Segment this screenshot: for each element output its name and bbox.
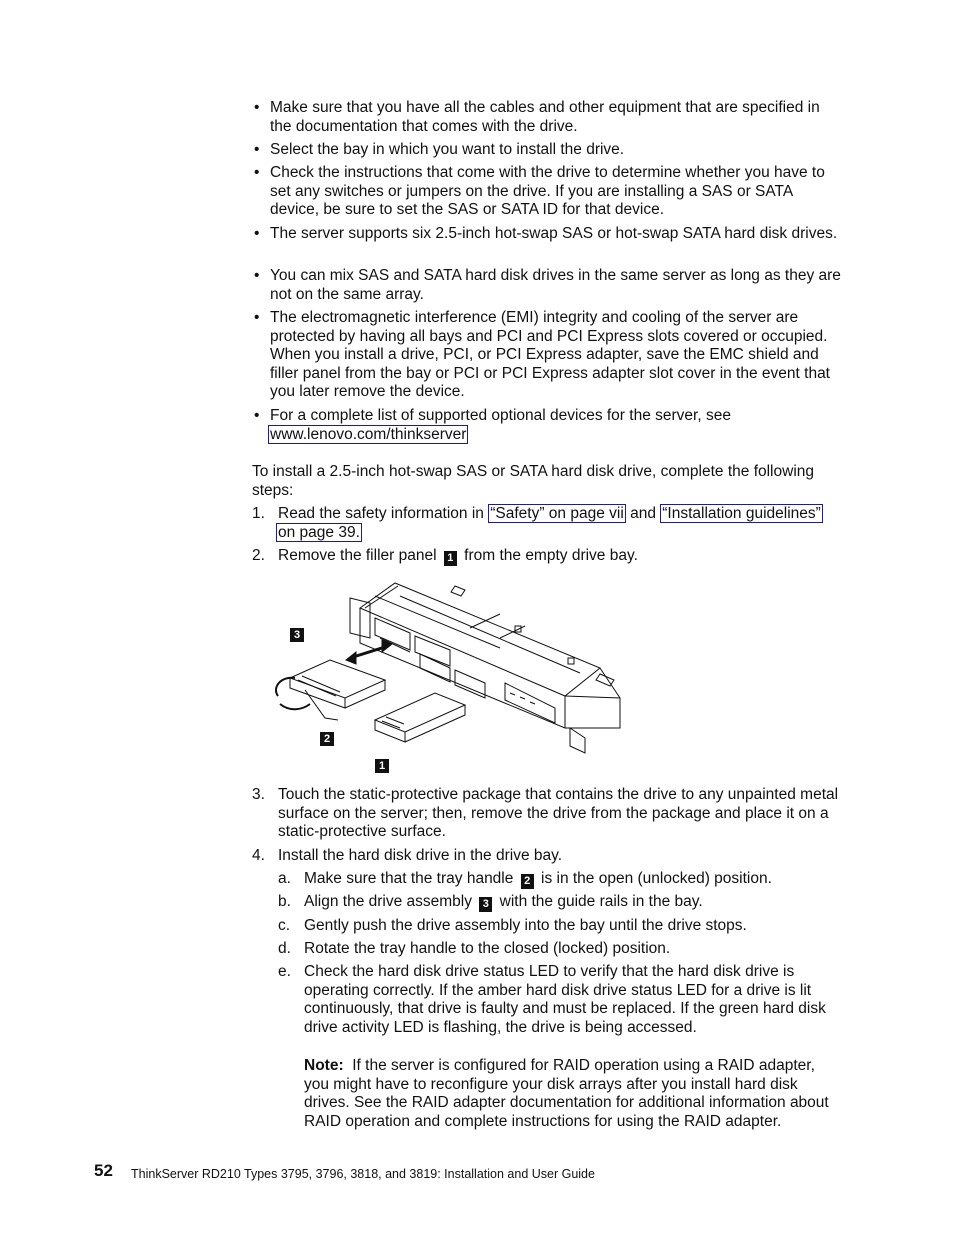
substep-letter: d. (278, 940, 291, 957)
substep-text: is in the open (unlocked) position. (541, 870, 772, 887)
bullet-symbol: • (254, 99, 260, 116)
step-text: and (625, 505, 661, 522)
callout-3: 3 (479, 897, 492, 912)
drive-installation-figure (270, 578, 640, 778)
bullet-text: The server supports six 2.5-inch hot-swap SAS or hot-swap SATA hard disk drives. (270, 225, 838, 242)
footer-title: ThinkServer RD210 Types 3795, 3796, 3818, and 3819: Installation and User Guide (131, 1167, 595, 1181)
intro-paragraph: To install a 2.5-inch hot-swap SAS or SATA hard disk drive, complete the following steps: (252, 463, 815, 499)
substep-d (278, 940, 843, 959)
safety-link[interactable]: “Safety” on page vii (490, 505, 624, 522)
step-number: 4. (252, 847, 265, 864)
installation-guidelines-link-cont[interactable]: on page 39. (278, 523, 360, 541)
bullet-symbol: • (254, 309, 260, 326)
bullet-symbol: • (254, 407, 260, 424)
substep-letter: e. (278, 963, 291, 980)
bullet-symbol: • (254, 141, 260, 158)
substep-text: Make sure that the tray handle (304, 870, 514, 887)
note-block (304, 1057, 844, 1131)
page-number: 52 (94, 1161, 113, 1180)
bullet-text: Make sure that you have all the cables and other equipment that are specified in the documentation that comes with the drive. (270, 99, 820, 135)
bullet-item (254, 99, 844, 136)
step-number: 1. (252, 505, 265, 522)
substep-text: Gently push the drive assembly into the bay until the drive stops. (304, 917, 747, 934)
substep-letter: c. (278, 917, 291, 934)
bullet-text: Select the bay in which you want to install the drive. (270, 141, 625, 158)
note-text: If the server is configured for RAID operation using a RAID adapter, you might have to reconfigure your disk arrays after you install hard disk drives. See the RAID adapter documentation for additional information about RAID operation and complete instructions for using the RAID adapter. (304, 1057, 829, 1130)
substep-c (278, 917, 843, 936)
substep-text: Rotate the tray handle to the closed (locked) position. (304, 940, 671, 957)
substep-text: with the guide rails in the bay. (499, 893, 703, 910)
step-text: Remove the filler panel (278, 547, 437, 564)
figure-label-3: 3 (290, 628, 304, 642)
substep-a (278, 870, 843, 889)
bullet-symbol: • (254, 164, 260, 181)
bullet-text: For a complete list of supported optional devices for the server, see (270, 407, 731, 424)
server-drive-illustration (270, 578, 640, 778)
step-number: 3. (252, 786, 265, 803)
lenovo-thinkserver-link[interactable]: www.lenovo.com/thinkserver (270, 425, 467, 443)
callout-2: 2 (521, 874, 534, 889)
step-number: 2. (252, 547, 265, 564)
step-1 (252, 505, 852, 542)
bullet-item (254, 407, 844, 444)
bullet-item (254, 225, 844, 244)
bullet-text: You can mix SAS and SATA hard disk drives in the same server as long as they are not on the same array. (270, 267, 841, 303)
step-text: from the empty drive bay. (464, 547, 638, 564)
installation-guidelines-link[interactable]: “Installation guidelines” (662, 505, 821, 522)
step-3 (252, 786, 852, 842)
bullet-item (254, 309, 844, 402)
bullet-text: The electromagnetic interference (EMI) integrity and cooling of the server are protected by having all bays and PCI and PCI Express slots covered or occupied. When you install a drive, PCI, or PCI Express adapter, save the EMC shield and filler panel from the bay or PCI or PCI Express adapter slot cover in the event that you later remove the device. (270, 309, 830, 400)
substep-letter: b. (278, 893, 291, 910)
substep-letter: a. (278, 870, 291, 887)
bullet-item (254, 267, 844, 304)
bullet-symbol: • (254, 267, 260, 284)
substep-b (278, 893, 843, 912)
step-4 (252, 847, 852, 866)
bullet-text: Check the instructions that come with the drive to determine whether you have to set any switches or jumpers on the drive. If you are installing a SAS or SATA device, be sure to set the SAS or SATA ID for that device. (270, 164, 825, 218)
substep-text: Check the hard disk drive status LED to verify that the hard disk drive is operating correctly. If the amber hard disk drive status LED for a drive is lit continuously, that drive is faulty and must be replaced. If the green hard disk drive activity LED is flashing, the drive is being accessed. (304, 963, 826, 1036)
step-text: Read the safety information in (278, 505, 489, 522)
figure-label-2: 2 (320, 732, 334, 746)
substep-text: Align the drive assembly (304, 893, 472, 910)
note-label: Note: (304, 1057, 344, 1074)
step-text: Touch the static-protective package that contains the drive to any unpainted metal surface on the server; then, remove the drive from the package and place it on a static-protective surface. (278, 786, 839, 840)
callout-1: 1 (444, 551, 457, 566)
bullet-symbol: • (254, 225, 260, 242)
substep-e (278, 963, 843, 1037)
bullet-item (254, 164, 844, 220)
step-text: Install the hard disk drive in the drive bay. (278, 847, 563, 864)
bullet-item (254, 141, 844, 160)
step-2 (252, 547, 852, 566)
figure-label-1: 1 (375, 759, 389, 773)
